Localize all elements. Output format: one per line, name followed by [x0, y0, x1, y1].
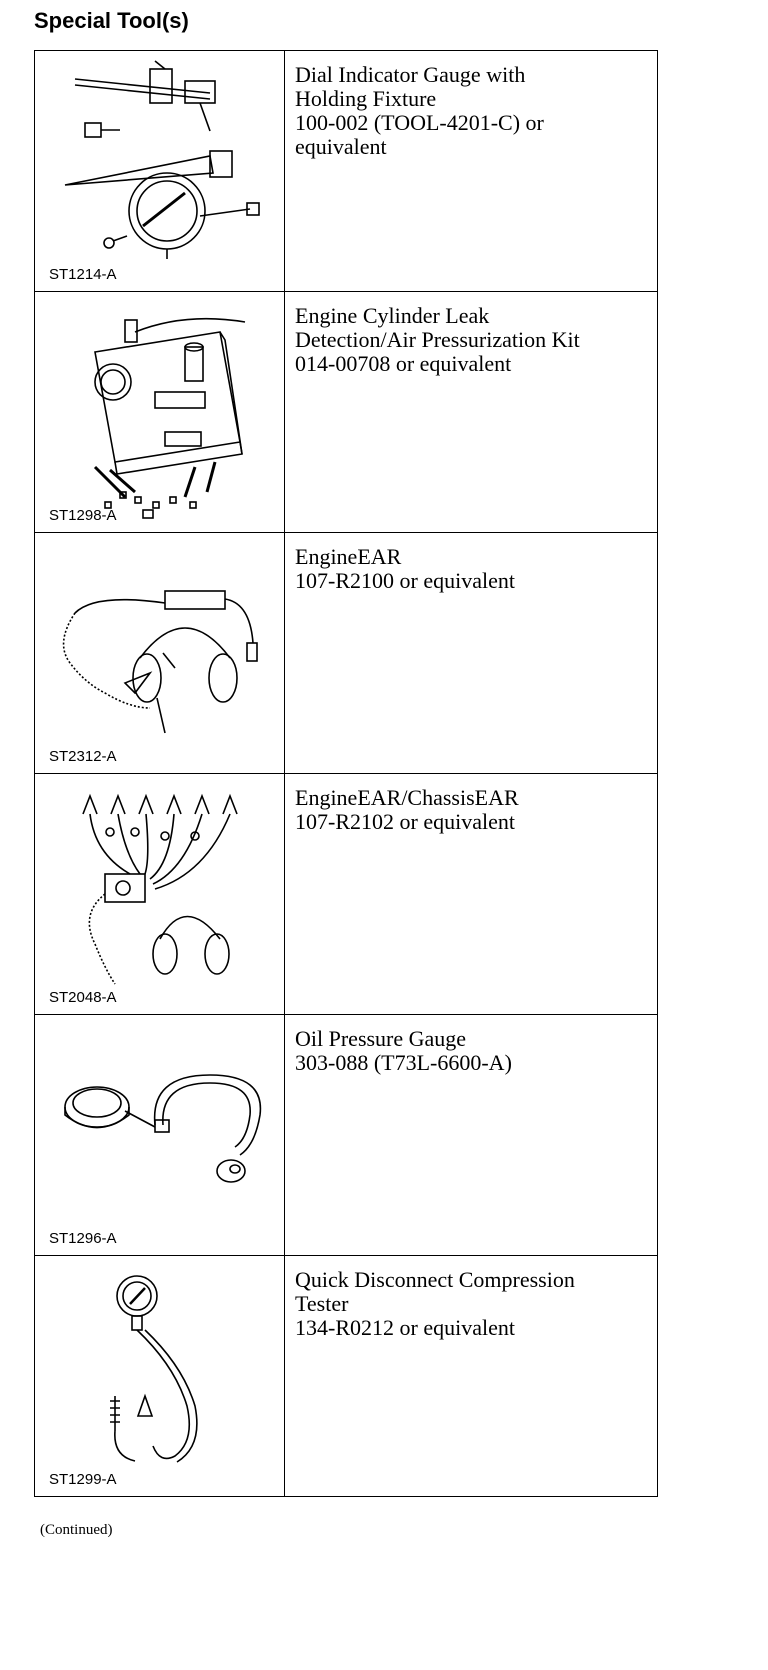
tool-illustration-cell: [35, 51, 285, 292]
tool-code: ST2048-A: [49, 989, 117, 1006]
tool-illustration-cell: [35, 1015, 285, 1256]
tool-illustration-cell: [35, 1256, 285, 1497]
tool-code: ST1298-A: [49, 507, 117, 524]
chassis-ear-icon: [35, 774, 285, 1014]
special-tools-table: [34, 50, 658, 1497]
tool-code: ST2312-A: [49, 748, 117, 765]
engine-ear-icon: [35, 533, 285, 773]
tool-description: EngineEAR/ChassisEAR 107-R2102 or equivalent: [285, 774, 658, 1015]
tool-description: Engine Cylinder Leak Detection/Air Pressurization Kit 014-00708 or equivalent: [285, 292, 658, 533]
tool-code: ST1214-A: [49, 266, 117, 283]
oil-pressure-gauge-icon: [35, 1015, 285, 1255]
dial-indicator-icon: [35, 51, 285, 291]
tool-description: Oil Pressure Gauge 303-088 (T73L-6600-A): [285, 1015, 658, 1256]
tool-code: ST1299-A: [49, 1471, 117, 1488]
tool-description: Quick Disconnect Compression Tester 134-R0212 or equivalent: [285, 1256, 658, 1497]
table-row: [35, 1256, 658, 1497]
continued-note: (Continued): [40, 1522, 113, 1538]
table-row: [35, 51, 658, 292]
tool-code: ST1296-A: [49, 1230, 117, 1247]
table-row: [35, 292, 658, 533]
table-row: [35, 533, 658, 774]
table-row: [35, 774, 658, 1015]
leak-detection-kit-icon: [35, 292, 285, 532]
tool-illustration-cell: [35, 774, 285, 1015]
tool-description: EngineEAR 107-R2100 or equivalent: [285, 533, 658, 774]
tool-illustration-cell: [35, 292, 285, 533]
tool-illustration-cell: [35, 533, 285, 774]
tool-description: Dial Indicator Gauge with Holding Fixture 100-002 (TOOL-4201-C) or equivalent: [285, 51, 658, 292]
table-row: [35, 1015, 658, 1256]
page-title: Special Tool(s): [34, 8, 189, 33]
compression-tester-icon: [35, 1256, 285, 1496]
